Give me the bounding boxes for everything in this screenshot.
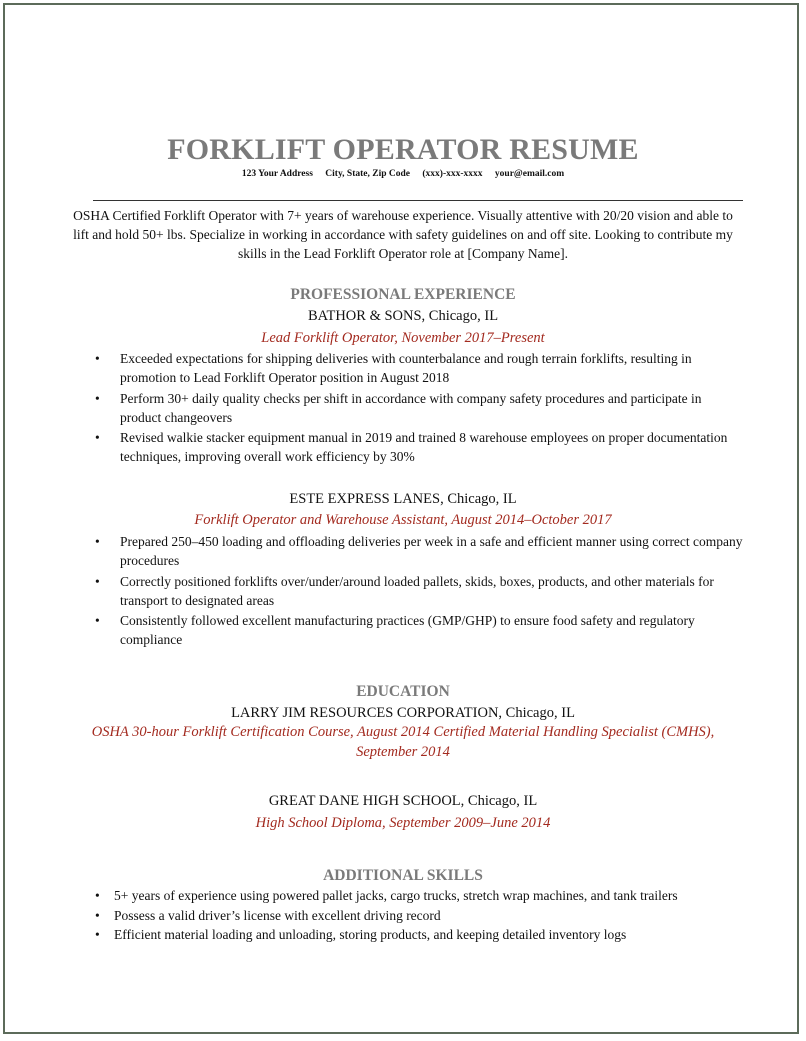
contact-address: 123 Your Address [241, 169, 313, 179]
job-role: Lead Forklift Operator, November 2017–Present [261, 330, 545, 346]
list-item: • 5+ years of experience using powered pallet jacks, cargo trucks, stretch wrap machines, and tank trailers [93, 886, 743, 905]
list-item: • Possess a valid driver’s license with excellent driving record [93, 906, 743, 925]
experience-heading: PROFESSIONAL EXPERIENCE [290, 286, 516, 303]
list-item: • Correctly positioned forklifts over/under/around loaded pallets, skids, boxes, products, and other materials for transport to designated areas [93, 572, 743, 610]
skills-list [93, 886, 743, 945]
resume-title: FORKLIFT OPERATOR RESUME [167, 133, 639, 166]
contact-phone: (xxx)-xxx-xxxx [422, 169, 483, 179]
contact-email: your@email.com [494, 169, 565, 179]
job-employer: ESTE EXPRESS LANES, Chicago, IL [289, 491, 517, 507]
list-item: • Revised walkie stacker equipment manual in 2019 and trained 8 warehouse employees on proper documentation techniques, improving overall work efficiency by 30% [93, 428, 743, 466]
list-item: • Exceeded expectations for shipping deliveries with counterbalance and rough terrain forklifts, resulting in promotion to Lead Forklift Operator position in August 2018 [93, 349, 743, 387]
job-bullets [93, 349, 743, 468]
header-divider [93, 200, 743, 201]
list-item: • Prepared 250–450 loading and offloading deliveries per week in a safe and efficient manner using correct company procedures [93, 532, 743, 570]
education-detail: High School Diploma, September 2009–June 2014 [255, 815, 551, 831]
summary-paragraph: OSHA Certified Forklift Operator with 7+ years of warehouse experience. Visually attentive with 20/20 vision and able to lift and hold 50+ lbs. Specialize in working in accordance with safety guidelines on and off site. Looking to contribute my skills in the Lead Forklift Operator role at [Company Name]. [73, 208, 733, 261]
education-school: GREAT DANE HIGH SCHOOL, Chicago, IL [268, 793, 538, 809]
education-detail: OSHA 30-hour Forklift Certification Course, August 2014 Certified Material Handling Specialist (CMHS), September 2014 [91, 724, 715, 760]
list-item: • Efficient material loading and unloading, storing products, and keeping detailed inventory logs [93, 925, 743, 944]
list-item: • Perform 30+ daily quality checks per shift in accordance with company safety procedures and participate in product changeovers [93, 389, 743, 427]
skills-heading: ADDITIONAL SKILLS [323, 867, 483, 884]
education-school: LARRY JIM RESOURCES CORPORATION, Chicago, IL [231, 705, 575, 721]
list-item: • Consistently followed excellent manufacturing practices (GMP/GHP) to ensure food safety and regulatory compliance [93, 611, 743, 649]
contact-line [0, 168, 806, 180]
contact-city: City, State, Zip Code [325, 169, 410, 179]
job-bullets [93, 532, 743, 651]
job-role: Forklift Operator and Warehouse Assistant, August 2014–October 2017 [194, 512, 612, 528]
education-heading: EDUCATION [356, 683, 450, 700]
job-employer: BATHOR & SONS, Chicago, IL [307, 308, 499, 324]
